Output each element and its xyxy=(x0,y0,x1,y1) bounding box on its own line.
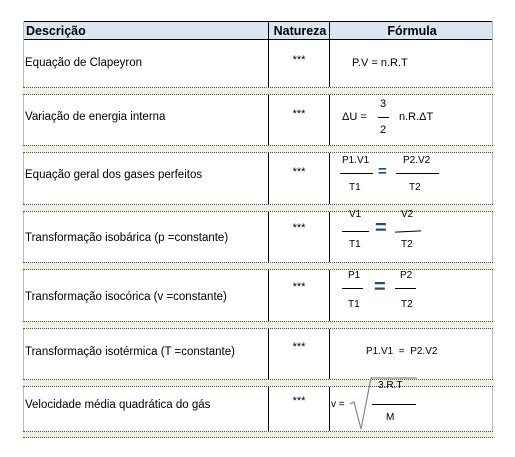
header-nature: Natureza xyxy=(273,24,327,38)
row-description: Velocidade média quadrática do gás xyxy=(25,399,211,411)
row-nature: *** xyxy=(292,54,306,66)
formula-denominator-right: T2 xyxy=(409,182,421,193)
formula-lhs: ΔU = xyxy=(342,111,367,123)
formula-numerator-left: P1.V1 xyxy=(342,155,370,166)
fraction-bar-right xyxy=(395,288,416,289)
row-nature: *** xyxy=(292,281,306,293)
table-row xyxy=(23,209,493,262)
formula-numerator: 3.R.T xyxy=(378,380,403,391)
fraction-bar-left xyxy=(342,288,363,289)
row-nature: *** xyxy=(292,108,306,120)
row-separator xyxy=(23,431,493,438)
table-row xyxy=(23,380,493,431)
row-nature: *** xyxy=(292,222,306,234)
row-separator xyxy=(23,321,493,329)
formula-denominator-right: T2 xyxy=(401,299,413,310)
formula-numerator-left: V1 xyxy=(349,209,362,220)
formula-denominator-left: T1 xyxy=(349,182,361,193)
table-row xyxy=(23,95,493,145)
row-description: Variação de energia interna xyxy=(25,111,166,123)
row-description: Transformação isobárica (p =constante) xyxy=(25,232,229,244)
row-description: Equação de Clapeyron xyxy=(25,57,142,69)
row-separator xyxy=(23,379,493,387)
row-separator xyxy=(23,262,493,270)
table-row xyxy=(23,270,493,321)
header-formula: Fórmula xyxy=(387,24,437,38)
row-description: Transformação isotérmica (T =constante) xyxy=(25,346,235,358)
formula-rhs: n.R.ΔT xyxy=(399,111,434,123)
formula-lhs: v = xyxy=(331,399,345,410)
table-header xyxy=(23,21,493,40)
fraction-bar xyxy=(378,117,389,118)
row-description: Transformação isocórica (v =constante) xyxy=(25,291,227,303)
fraction-bar-left xyxy=(342,231,369,232)
row-description: Equação geral dos gases perfeitos xyxy=(25,169,203,181)
row-separator xyxy=(23,145,493,153)
fraction-bar-left xyxy=(340,173,373,174)
fraction-bar xyxy=(372,404,416,405)
table-row xyxy=(23,329,493,379)
row-separator xyxy=(23,204,493,212)
header-description: Descrição xyxy=(26,24,86,38)
row-separator xyxy=(23,87,493,95)
formula-numerator-right: P2 xyxy=(400,270,413,281)
formula-denominator: 2 xyxy=(380,124,387,136)
formula-numerator-left: P1 xyxy=(348,270,361,281)
table-row xyxy=(23,40,493,87)
formula-denominator-left: T1 xyxy=(349,239,361,250)
formula-denominator-left: T1 xyxy=(348,299,360,310)
row-nature: *** xyxy=(292,341,306,353)
formula-isothermal: P1.V1 = P2.V2 xyxy=(366,346,438,357)
equals-sign: = xyxy=(378,163,387,180)
formula-clapeyron: P.V = n.R.T xyxy=(352,57,408,69)
formula-numerator: 3 xyxy=(380,98,387,110)
formula-numerator-right: V2 xyxy=(401,209,414,220)
equals-sign: = xyxy=(375,217,387,239)
fraction-bar-right xyxy=(396,173,439,174)
formula-denominator-right: T2 xyxy=(401,239,413,250)
table-row xyxy=(23,153,493,204)
fraction-bar-right xyxy=(395,230,421,232)
formula-numerator-right: P2.V2 xyxy=(403,155,431,166)
formula-denominator: M xyxy=(386,412,395,423)
row-nature: *** xyxy=(292,166,306,178)
row-nature: *** xyxy=(292,395,306,407)
equals-sign: = xyxy=(374,276,386,298)
formula-table xyxy=(23,21,493,438)
